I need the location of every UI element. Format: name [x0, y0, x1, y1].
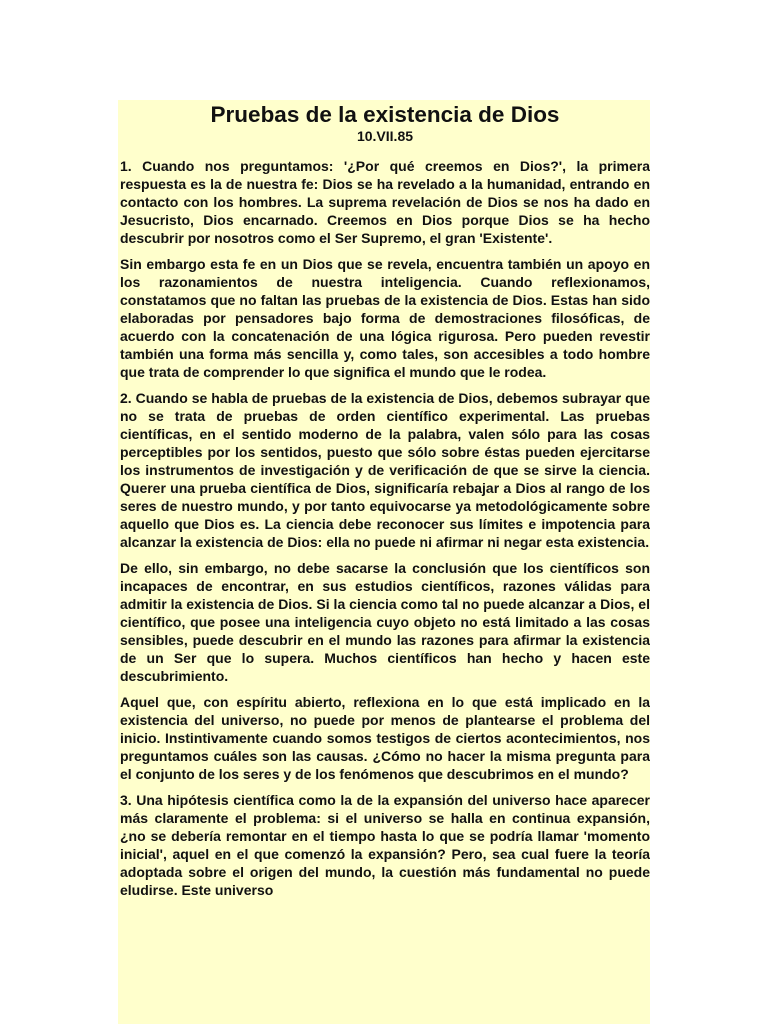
paragraph-1: 1. Cuando nos preguntamos: '¿Por qué creemos en Dios?', la primera respuesta es la de nuestra fe: Dios se ha revelado a la humanidad, entrando en contacto con los hombres. La suprema revelación de Dios se nos ha dado en Jesucristo, Dios encarnado. Creemos en Dios porque Dios se ha hecho descubrir por nosotros como el Ser Supremo, el gran 'Existente'.	[120, 158, 650, 246]
document-body	[120, 157, 650, 899]
paragraph-2: Sin embargo esta fe en un Dios que se revela, encuentra también un apoyo en los razonamientos de nuestra inteligencia. Cuando reflexionamos, constatamos que no faltan las pruebas de la existencia de Dios. Estas han sido elaboradas por pensadores bajo forma de demostraciones filosóficas, de acuerdo con la concatenación de una lógica rigurosa. Pero pueden revestir también una forma más sencilla y, como tales, son accesibles a todo hombre que trata de comprender lo que significa el mundo que le rodea.	[120, 256, 650, 380]
paragraph-5: Aquel que, con espíritu abierto, reflexiona en lo que está implicado en la existencia del universo, no puede por menos de plantearse el problema del inicio. Instintivamente cuando somos testigos de ciertos acontecimientos, nos preguntamos cuáles son las causas. ¿Cómo no hacer la misma pregunta para el conjunto de los seres y de los fenómenos que descubrimos en el mundo?	[120, 694, 650, 782]
paragraph-6: 3. Una hipótesis científica como la de la expansión del universo hace aparecer más claramente el problema: si el universo se halla en continua expansión, ¿no se debería remontar en el tiempo hasta lo que se podría llamar 'momento inicial', aquel en el que comenzó la expansión? Pero, sea cual fuere la teoría adoptada sobre el origen del mundo, la cuestión más fundamental no puede eludirse. Este universo	[120, 792, 650, 898]
document-date: 10.VII.85	[356, 128, 414, 144]
document-title: Pruebas de la existencia de Dios	[210, 102, 560, 127]
document-page	[118, 100, 650, 1024]
paragraph-4: De ello, sin embargo, no debe sacarse la conclusión que los científicos son incapaces de encontrar, en sus estudios científicos, razones válidas para admitir la existencia de Dios. Si la ciencia como tal no puede alcanzar a Dios, el científico, que posee una inteligencia cuyo objeto no está limitado a las cosas sensibles, puede descubrir en el mundo las razones para afirmar la existencia de un Ser que lo supera. Muchos científicos han hecho y hacen este descubrimiento.	[120, 560, 650, 684]
paragraph-3: 2. Cuando se habla de pruebas de la existencia de Dios, debemos subrayar que no se trata de pruebas de orden científico experimental. Las pruebas científicas, en el sentido moderno de la palabra, valen sólo para las cosas perceptibles por los sentidos, puesto que sólo sobre éstas pueden ejercitarse los instrumentos de investigación y de verificación de que se sirve la ciencia. Querer una prueba científica de Dios, significaría rebajar a Dios al rango de los seres de nuestro mundo, y por tanto equivocarse ya metodológicamente sobre aquello que Dios es. La ciencia debe reconocer sus límites e impotencia para alcanzar la existencia de Dios: ella no puede ni afirmar ni negar esta existencia.	[120, 390, 650, 550]
